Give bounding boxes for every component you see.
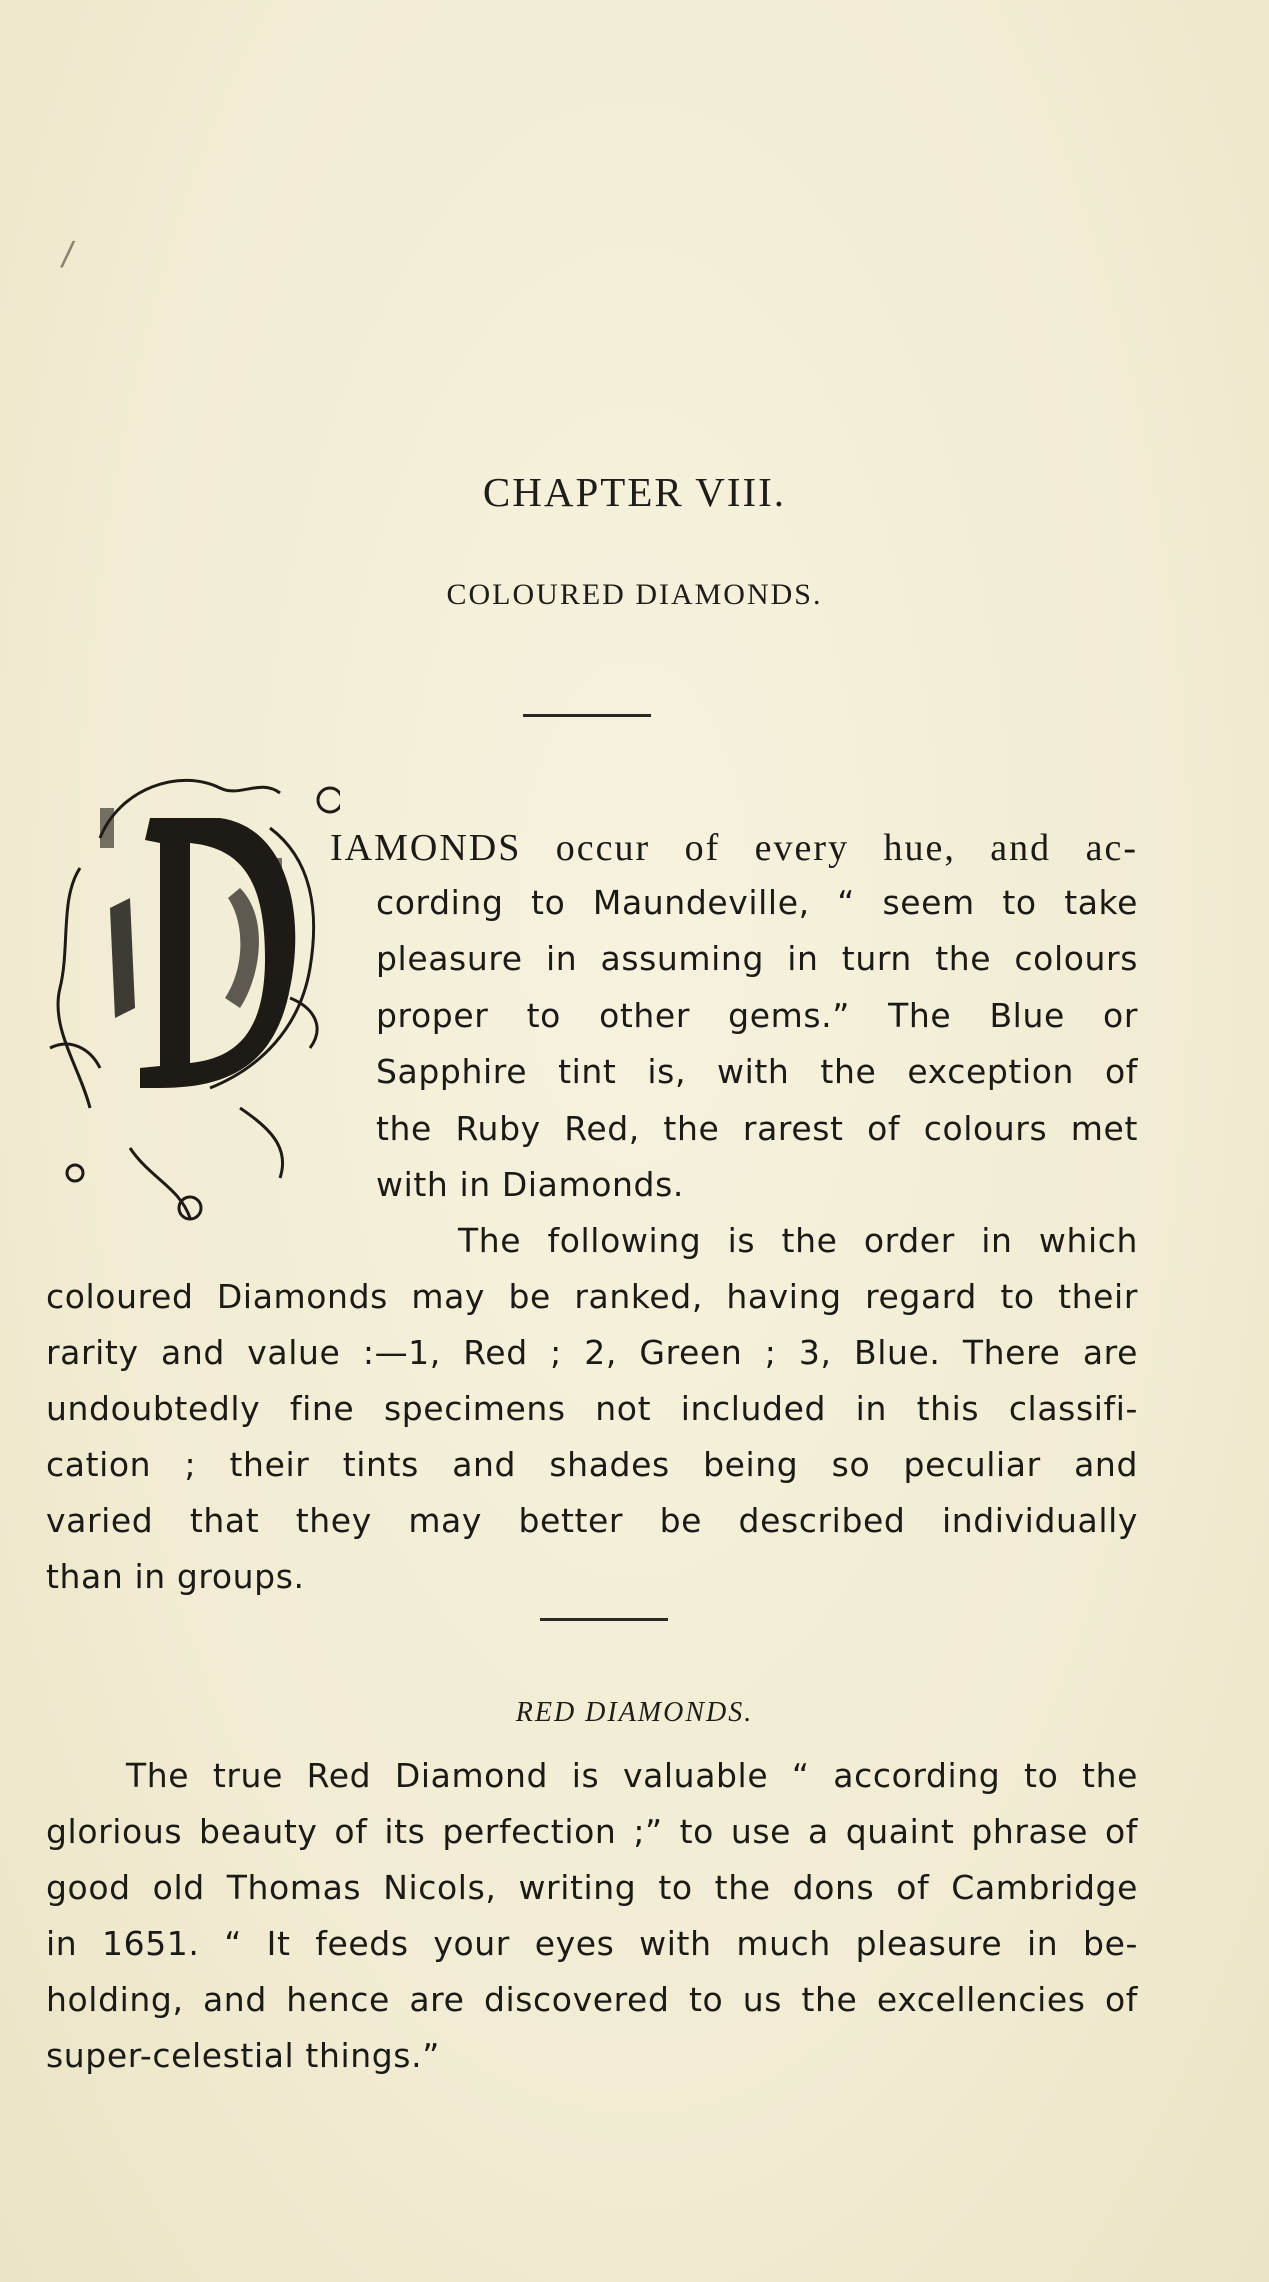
ornamental-drop-cap	[40, 748, 340, 1228]
para2-line-3: rarity and value :—1, Red ; 2, Green ; 3, Blue. There are	[46, 1333, 1138, 1372]
para3-line-3: good old Thomas Nicols, writing to the dons of Cambridge	[46, 1868, 1138, 1907]
intro-line-6: the Ruby Red, the rarest of colours met	[376, 1109, 1138, 1148]
para3-line-5: holding, and hence are discovered to us the excellencies of	[46, 1980, 1138, 2019]
divider-rule-middle	[540, 1618, 668, 1621]
para2-line-6: varied that they may better be described individually	[46, 1501, 1138, 1540]
intro-line-3: pleasure in assuming in turn the colours	[376, 939, 1138, 978]
intro-line-1: IAMONDS occur of every hue, and ac-	[330, 827, 1138, 869]
para2-line-7: than in groups.	[46, 1557, 305, 1596]
para2-line-2: coloured Diamonds may be ranked, having regard to their	[46, 1277, 1138, 1316]
intro-line-7: with in Diamonds.	[376, 1165, 684, 1204]
chapter-heading: CHAPTER VIII.	[482, 469, 787, 515]
para3-line-6: super-celestial things.”	[46, 2036, 440, 2075]
para2-line-1: The following is the order in which	[458, 1221, 1138, 1260]
chapter-subtitle: COLOURED DIAMONDS.	[446, 578, 823, 611]
para3-line-1: The true Red Diamond is valuable “ according to the	[126, 1756, 1138, 1795]
para2-line-5: cation ; their tints and shades being so peculiar and	[46, 1445, 1138, 1484]
para3-line-4: in 1651. “ It feeds your eyes with much pleasure in be-	[46, 1924, 1138, 1963]
intro-line-2: cording to Maundeville, “ seem to take	[376, 883, 1138, 922]
margin-mark: /	[59, 233, 77, 275]
section-heading: RED DIAMONDS.	[515, 1697, 754, 1728]
intro-line-5: Sapphire tint is, with the exception of	[376, 1052, 1138, 1091]
para3-line-2: glorious beauty of its perfection ;” to use a quaint phrase of	[46, 1812, 1138, 1851]
para2-line-4: undoubtedly fine specimens not included in this classifi-	[46, 1389, 1138, 1428]
divider-rule-top	[523, 714, 651, 717]
intro-line-4: proper to other gems.” The Blue or	[376, 996, 1138, 1035]
